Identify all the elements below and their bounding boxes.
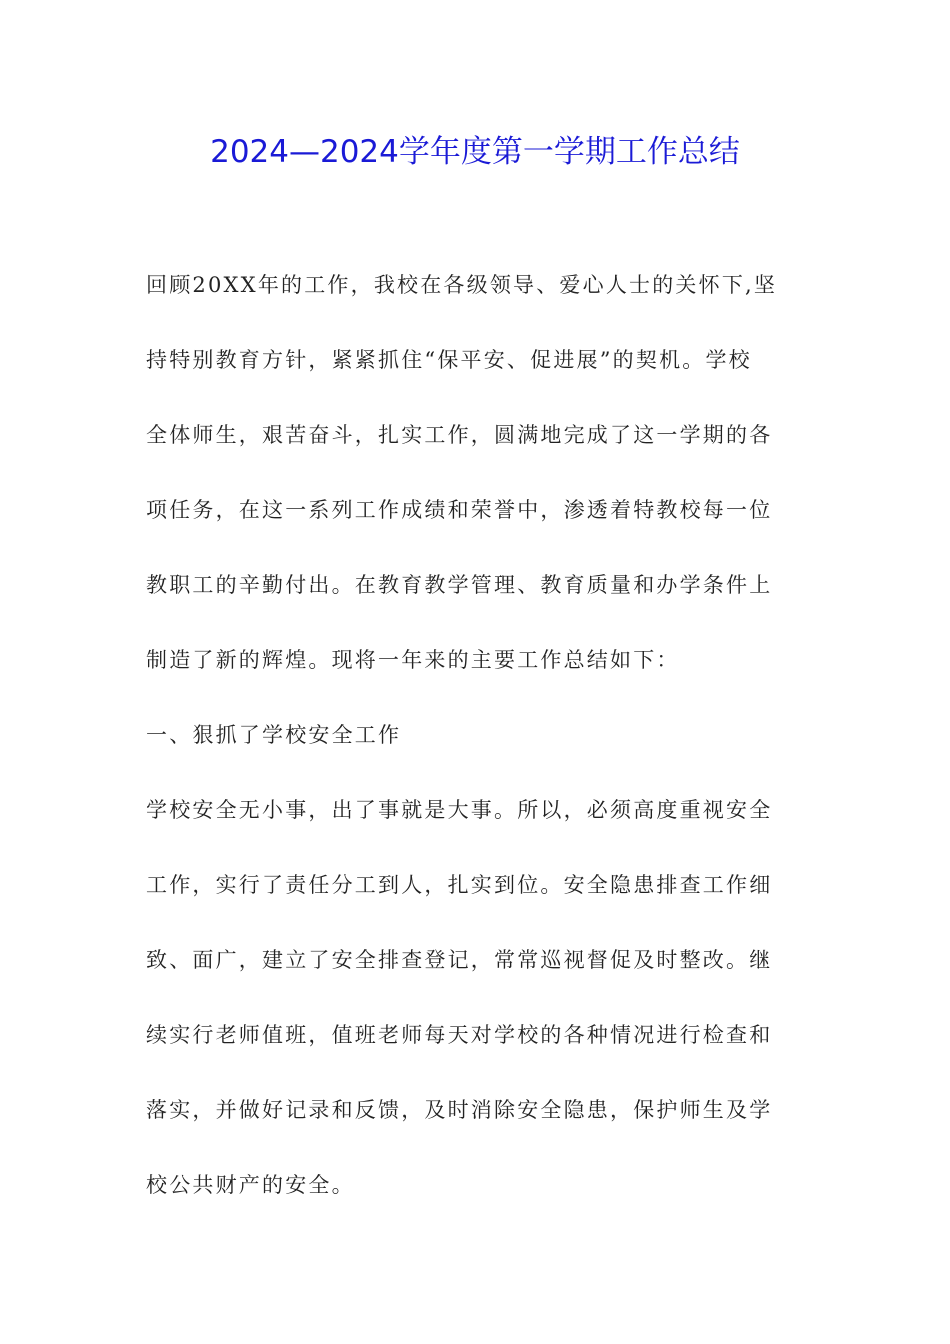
body-line: 回顾20XX年的工作，我校在各级领导、爱心人士的关怀下,坚 [146,273,778,297]
body-line: 工作，实行了责任分工到人，扎实到位。安全隐患排查工作细 [146,873,773,897]
body-line: 教职工的辛勤付出。在教育教学管理、教育质量和办学条件上 [146,573,773,597]
body-line: 学校安全无小事，出了事就是大事。所以，必须高度重视安全 [146,798,773,822]
body-line: 全体师生，艰苦奋斗，扎实工作，圆满地完成了这一学期的各 [146,423,773,447]
body-line: 校公共财产的安全。 [146,1173,355,1197]
body-line: 致、面广，建立了安全排查登记，常常巡视督促及时整改。继 [146,948,773,972]
body-line: 制造了新的辉煌。现将一年来的主要工作总结如下： [146,648,680,672]
section-heading: 一、狠抓了学校安全工作 [146,723,402,747]
body-line: 续实行老师值班，值班老师每天对学校的各种情况进行检查和 [146,1023,773,1047]
document-title: 2024—2024学年度第一学期工作总结 [210,134,740,170]
body-line: 项任务，在这一系列工作成绩和荣誉中，渗透着特教校每一位 [146,498,773,522]
body-line: 持特别教育方针，紧紧抓住“保平安、促进展”的契机。学校 [146,348,752,372]
document-body [146,264,806,1239]
body-line: 落实，并做好记录和反馈，及时消除安全隐患，保护师生及学 [146,1098,773,1122]
